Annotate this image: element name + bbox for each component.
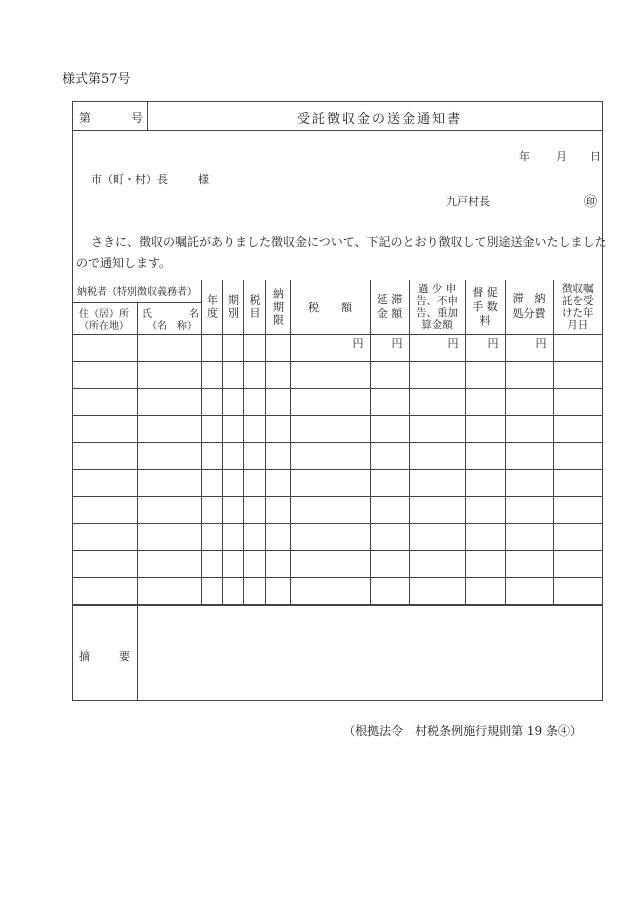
- name-cell[interactable]: [137, 389, 201, 416]
- address-cell[interactable]: [73, 551, 137, 578]
- delay-amount-cell[interactable]: [370, 362, 409, 389]
- year-cell[interactable]: [201, 416, 222, 443]
- header-name-1: 氏: [142, 309, 152, 320]
- fee-amount-cell[interactable]: [465, 497, 505, 524]
- addressee: 市（町・村）長: [91, 173, 168, 186]
- tax-item-cell[interactable]: [243, 389, 265, 416]
- deadline-cell[interactable]: [265, 335, 290, 362]
- header-disposal-2: 処分費: [512, 307, 546, 320]
- request-date-cell[interactable]: [553, 389, 602, 416]
- year-cell[interactable]: [201, 335, 222, 362]
- tax-item-cell[interactable]: [243, 470, 265, 497]
- header-date-1: 徴収嘱: [562, 282, 594, 295]
- name-cell[interactable]: [137, 362, 201, 389]
- yen-unit: 円: [487, 337, 499, 350]
- header-delay-1: 延 滞: [376, 292, 403, 306]
- penalty-amount-cell[interactable]: [409, 362, 465, 389]
- header-date-4: 月日: [567, 319, 589, 332]
- tax-amount-cell[interactable]: [290, 551, 370, 578]
- name-cell[interactable]: [137, 416, 201, 443]
- deadline-cell[interactable]: [265, 524, 290, 551]
- disposal-amount-cell[interactable]: [505, 524, 553, 551]
- deadline-cell[interactable]: [265, 362, 290, 389]
- seal-mark: ㊞: [584, 195, 598, 210]
- delay-amount-cell[interactable]: [370, 443, 409, 470]
- date-day-label: 日: [590, 150, 601, 163]
- header-fee-3: 料: [479, 313, 491, 327]
- header-taxpayer: 納税者（特別徴収義務者）: [77, 287, 197, 298]
- penalty-amount-cell[interactable]: [409, 416, 465, 443]
- request-date-cell[interactable]: [553, 551, 602, 578]
- period-cell[interactable]: [222, 416, 243, 443]
- header-address-sub: （所在地）: [79, 321, 129, 332]
- sender-name: 九戸村長: [446, 195, 490, 208]
- fee-amount-cell[interactable]: [465, 551, 505, 578]
- penalty-amount-cell[interactable]: [409, 389, 465, 416]
- fee-amount-cell[interactable]: [465, 335, 505, 362]
- penalty-amount-cell[interactable]: [409, 335, 465, 362]
- disposal-amount-cell[interactable]: [505, 362, 553, 389]
- address-cell[interactable]: [73, 335, 137, 362]
- header-penalty-1: 過 少 申: [417, 282, 457, 295]
- name-cell[interactable]: [137, 335, 201, 362]
- delay-amount-cell[interactable]: [370, 578, 409, 605]
- period-cell[interactable]: [222, 524, 243, 551]
- tax-amount-cell[interactable]: [290, 362, 370, 389]
- address-cell[interactable]: [73, 362, 137, 389]
- yen-unit: 円: [447, 337, 459, 350]
- table-row: [73, 416, 602, 443]
- collection-table: [73, 280, 602, 605]
- request-date-cell[interactable]: [553, 362, 602, 389]
- fee-amount-cell[interactable]: [465, 524, 505, 551]
- delay-amount-cell[interactable]: [370, 524, 409, 551]
- request-date-cell[interactable]: [553, 416, 602, 443]
- tax-item-cell[interactable]: [243, 524, 265, 551]
- tax-item-cell[interactable]: [243, 497, 265, 524]
- address-cell[interactable]: [73, 443, 137, 470]
- request-date-cell[interactable]: [553, 470, 602, 497]
- header-name-2: 名: [189, 309, 199, 320]
- period-cell[interactable]: [222, 578, 243, 605]
- request-date-cell[interactable]: [553, 524, 602, 551]
- year-cell[interactable]: [201, 470, 222, 497]
- disposal-amount-cell[interactable]: [505, 416, 553, 443]
- tax-item-cell[interactable]: [243, 443, 265, 470]
- body-text-line-2: ので通知します。: [76, 256, 172, 270]
- letter-section: [73, 102, 607, 280]
- year-cell[interactable]: [201, 497, 222, 524]
- addressee-honorific: 様: [198, 173, 209, 186]
- date-year-label: 年: [519, 150, 530, 163]
- tax-amount-cell[interactable]: [290, 389, 370, 416]
- address-cell[interactable]: [73, 497, 137, 524]
- deadline-cell[interactable]: [265, 497, 290, 524]
- header-date-3: けた年: [562, 307, 594, 319]
- yen-unit: 円: [352, 337, 364, 350]
- tax-item-cell[interactable]: [243, 362, 265, 389]
- name-cell[interactable]: [137, 443, 201, 470]
- tax-amount-cell[interactable]: [290, 416, 370, 443]
- header-penalty-4: 算金額: [421, 319, 453, 332]
- period-cell[interactable]: [222, 497, 243, 524]
- date-month-label: 月: [556, 150, 567, 163]
- body-text-line-1: さきに、徴収の嘱託がありました徴収金について、下記のとおり徴収して別途送金いたしました: [91, 235, 607, 249]
- disposal-amount-cell[interactable]: [505, 497, 553, 524]
- deadline-cell[interactable]: [265, 443, 290, 470]
- deadline-cell[interactable]: [265, 578, 290, 605]
- header-name-sub: （名 称）: [147, 321, 197, 332]
- disposal-amount-cell[interactable]: [505, 443, 553, 470]
- header-address: 住（居）所: [79, 309, 129, 320]
- deadline-cell[interactable]: [265, 470, 290, 497]
- disposal-amount-cell[interactable]: [505, 470, 553, 497]
- address-cell[interactable]: [73, 416, 137, 443]
- name-cell[interactable]: [137, 551, 201, 578]
- table-header-row: [73, 280, 602, 335]
- year-cell[interactable]: [201, 551, 222, 578]
- table-row: [73, 362, 602, 389]
- memo-label-cell: [73, 606, 138, 701]
- header-penalty-2: 告、不申: [416, 294, 458, 307]
- header-tax-amount-2: 額: [341, 301, 352, 314]
- yen-unit: 円: [391, 337, 403, 350]
- fee-amount-cell[interactable]: [465, 362, 505, 389]
- yen-unit: 円: [535, 337, 547, 350]
- header-delay-2: 金 額: [376, 307, 403, 320]
- fee-amount-cell[interactable]: [465, 389, 505, 416]
- number-label-suffix: 号: [131, 111, 144, 125]
- tax-amount-cell[interactable]: [290, 497, 370, 524]
- request-date-cell[interactable]: [553, 497, 602, 524]
- header-tax-item: 税目: [248, 294, 262, 320]
- tax-item-cell[interactable]: [243, 578, 265, 605]
- name-cell[interactable]: [137, 578, 201, 605]
- fee-amount-cell[interactable]: [465, 416, 505, 443]
- address-cell[interactable]: [73, 470, 137, 497]
- year-cell[interactable]: [201, 578, 222, 605]
- disposal-amount-cell[interactable]: [505, 551, 553, 578]
- header-deadline: 納期限: [271, 287, 285, 327]
- period-cell[interactable]: [222, 389, 243, 416]
- delay-amount-cell[interactable]: [370, 470, 409, 497]
- notice-form: [72, 101, 607, 701]
- request-date-cell[interactable]: [553, 335, 602, 362]
- penalty-amount-cell[interactable]: [409, 443, 465, 470]
- legal-basis: （根拠法令 村税条例施行規則第 19 条④）: [343, 724, 582, 738]
- request-date-cell[interactable]: [553, 578, 602, 605]
- tax-item-cell[interactable]: [243, 335, 265, 362]
- address-cell[interactable]: [73, 389, 137, 416]
- fee-amount-cell[interactable]: [465, 470, 505, 497]
- table-row: [73, 389, 602, 416]
- delay-amount-cell[interactable]: [370, 416, 409, 443]
- header-fee-1: 督 促: [472, 286, 498, 300]
- header-penalty-3: 告、重加: [416, 307, 458, 319]
- number-label-prefix: 第: [79, 111, 92, 125]
- tax-item-cell[interactable]: [243, 416, 265, 443]
- form-number: 様式第57号: [62, 72, 131, 87]
- tax-amount-cell[interactable]: [290, 470, 370, 497]
- disposal-amount-cell[interactable]: [505, 335, 553, 362]
- period-cell[interactable]: [222, 470, 243, 497]
- delay-amount-cell[interactable]: [370, 497, 409, 524]
- header-period: 期別: [226, 294, 240, 320]
- header-tax-amount-1: 税: [308, 301, 319, 314]
- memo-label-2: 要: [119, 650, 130, 663]
- taxpayer-header: [73, 280, 201, 334]
- header-year: 年度: [205, 294, 219, 320]
- address-cell[interactable]: [73, 524, 137, 551]
- year-cell[interactable]: [201, 443, 222, 470]
- header-fee-2: 手 数: [472, 300, 498, 314]
- tax-amount-cell[interactable]: [290, 524, 370, 551]
- tax-item-cell[interactable]: [243, 551, 265, 578]
- delay-amount-cell[interactable]: [370, 389, 409, 416]
- table-row: [73, 335, 602, 362]
- address-cell[interactable]: [73, 578, 137, 605]
- fee-amount-cell[interactable]: [465, 443, 505, 470]
- disposal-amount-cell[interactable]: [505, 389, 553, 416]
- memo-label-1: 摘: [79, 650, 90, 663]
- penalty-amount-cell[interactable]: [409, 578, 465, 605]
- period-cell[interactable]: [222, 443, 243, 470]
- name-cell[interactable]: [137, 524, 201, 551]
- name-cell[interactable]: [137, 470, 201, 497]
- period-cell[interactable]: [222, 362, 243, 389]
- table-row: [73, 497, 602, 524]
- name-cell[interactable]: [137, 497, 201, 524]
- fee-amount-cell[interactable]: [465, 578, 505, 605]
- header-date-2: 託を受: [562, 294, 594, 307]
- period-cell[interactable]: [222, 335, 243, 362]
- tax-amount-cell[interactable]: [290, 335, 370, 362]
- tax-amount-cell[interactable]: [290, 443, 370, 470]
- table-row: [73, 578, 602, 605]
- penalty-amount-cell[interactable]: [409, 470, 465, 497]
- period-cell[interactable]: [222, 551, 243, 578]
- disposal-amount-cell[interactable]: [505, 578, 553, 605]
- table-row: [73, 551, 602, 578]
- header-disposal-1: 滞 納: [512, 292, 546, 306]
- tax-amount-cell[interactable]: [290, 578, 370, 605]
- memo-section: [73, 605, 602, 701]
- deadline-cell[interactable]: [265, 416, 290, 443]
- deadline-cell[interactable]: [265, 551, 290, 578]
- form-title: 受託徴収金の送金通知書: [297, 112, 463, 127]
- memo-field[interactable]: [138, 606, 602, 701]
- deadline-cell[interactable]: [265, 389, 290, 416]
- request-date-cell[interactable]: [553, 443, 602, 470]
- table-row: [73, 443, 602, 470]
- delay-amount-cell[interactable]: [370, 335, 409, 362]
- table-row: [73, 470, 602, 497]
- year-cell[interactable]: [201, 524, 222, 551]
- table-row: [73, 524, 602, 551]
- penalty-amount-cell[interactable]: [409, 551, 465, 578]
- penalty-amount-cell[interactable]: [409, 497, 465, 524]
- delay-amount-cell[interactable]: [370, 551, 409, 578]
- year-cell[interactable]: [201, 389, 222, 416]
- year-cell[interactable]: [201, 362, 222, 389]
- penalty-amount-cell[interactable]: [409, 524, 465, 551]
